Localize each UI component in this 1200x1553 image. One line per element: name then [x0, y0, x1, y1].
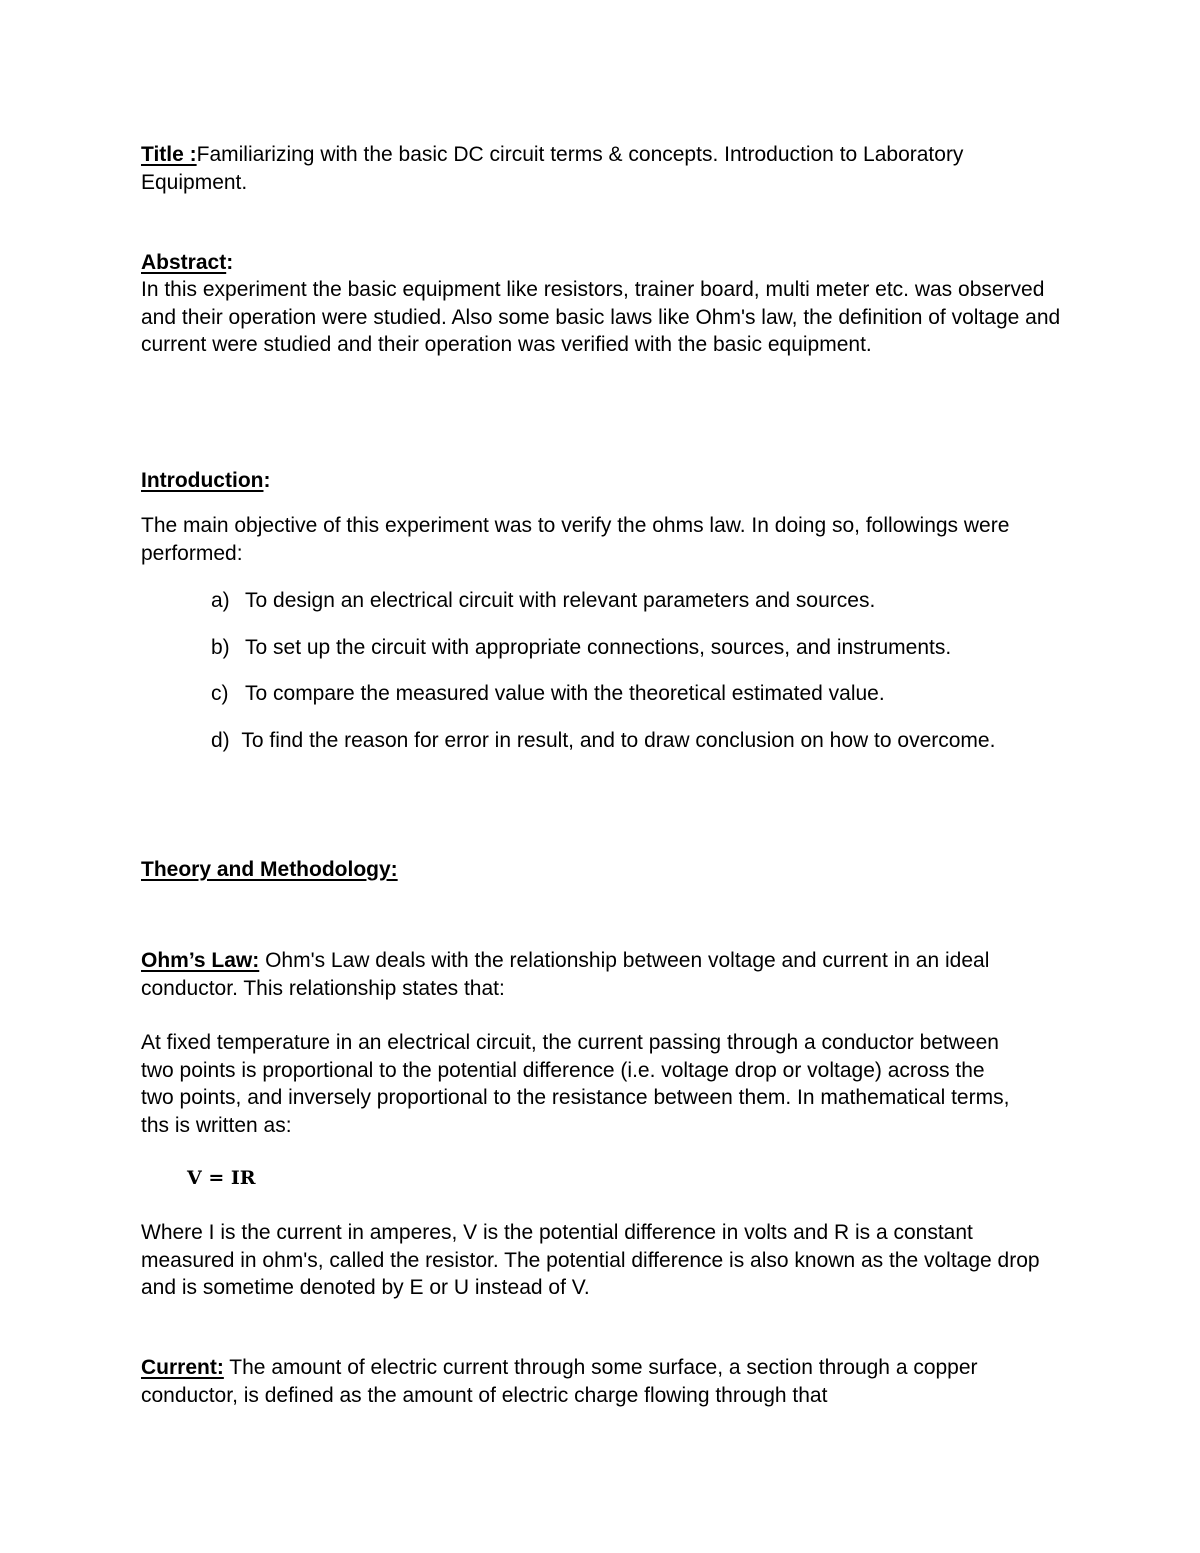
- current-block: [141, 1354, 1041, 1409]
- introduction-colon: :: [263, 469, 271, 492]
- objective-item: [211, 634, 1041, 662]
- abstract-colon: :: [226, 251, 234, 274]
- current-label: Current:: [141, 1356, 224, 1379]
- theory-heading-line: [141, 856, 1061, 884]
- list-marker: a): [211, 589, 230, 612]
- list-marker: c): [211, 682, 229, 705]
- introduction-heading-line: [141, 467, 1061, 495]
- list-item-text: To compare the measured value with the theoretical estimated value.: [245, 682, 885, 705]
- abstract-heading-line: [141, 249, 1061, 277]
- objective-item: [211, 727, 1035, 755]
- list-item-text: To find the reason for error in result, and to draw conclusion on how to overcome.: [241, 729, 996, 752]
- title-label: Title :: [141, 143, 197, 166]
- title-text: Familiarizing with the basic DC circuit terms & concepts. Introduction to Laboratory Equipment.: [141, 143, 964, 194]
- current-text: The amount of electric current through some surface, a section through a copper conductor, is defined as the amount of electric charge flowing through that: [141, 1356, 978, 1407]
- ohms-law-label: Ohm’s Law:: [141, 949, 260, 972]
- ohms-law-block: [141, 947, 1061, 1002]
- abstract-text: In this experiment the basic equipment like resistors, trainer board, multi meter etc. was observed and their operation were studied. Also some basic laws like Ohm's law, the definition of voltage and current were studied and their operation was verified with the basic equipment.: [141, 278, 1061, 356]
- introduction-text: The main objective of this experiment was to verify the ohms law. In doing so, followings were performed:: [141, 514, 1010, 565]
- list-item-text: To set up the circuit with appropriate connections, sources, and instruments.: [245, 636, 952, 659]
- list-marker: d): [211, 729, 230, 752]
- list-item-text: To design an electrical circuit with relevant parameters and sources.: [245, 589, 876, 612]
- introduction-heading: Introduction: [141, 469, 264, 492]
- objective-item: [211, 680, 1041, 708]
- ohms-law-explanation: Where I is the current in amperes, V is the potential difference in volts and R is a constant measured in ohm's, called the resistor. The potential difference is also known as the voltage drop and is sometime denoted by E or U instead of V.: [141, 1221, 1040, 1299]
- list-marker: b): [211, 636, 230, 659]
- objective-item: [211, 587, 1041, 615]
- theory-heading: Theory and Methodology:: [141, 858, 398, 881]
- ohms-law-intro: Ohm's Law deals with the relationship between voltage and current in an ideal conductor. This relationship states that:: [141, 949, 990, 1000]
- title-block: [141, 141, 1061, 196]
- ohms-law-formula: V = IR: [187, 1167, 256, 1189]
- ohms-law-paragraph: At fixed temperature in an electrical circuit, the current passing through a conductor between two points is proportional to the potential difference (i.e. voltage drop or voltage) across the two points, and inversely proportional to the resistance between them. In mathematical terms, ths is written as:: [141, 1031, 1010, 1137]
- abstract-heading: Abstract: [141, 251, 227, 274]
